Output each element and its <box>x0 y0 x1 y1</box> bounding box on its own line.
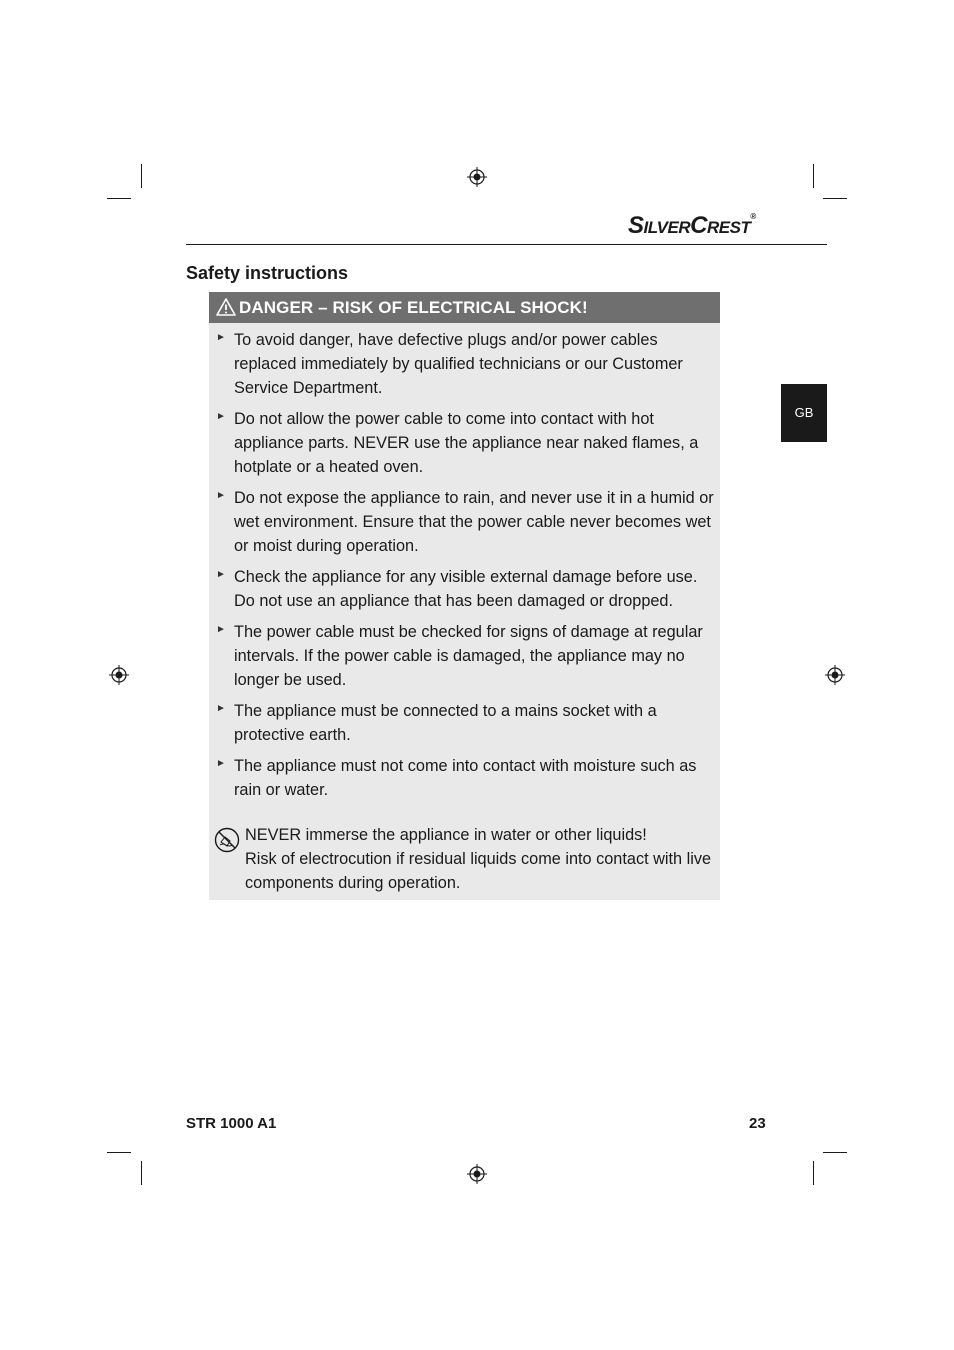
triangle-arrow-icon: ► <box>216 569 226 580</box>
list-item: ► Do not expose the appliance to rain, and never use it in a humid or wet environment. Ensure that the power cable never becomes wet or moist during operation. <box>216 489 714 555</box>
triangle-arrow-icon: ► <box>216 332 226 343</box>
section-title: Safety instructions <box>186 263 349 283</box>
language-tab: GB <box>781 384 827 442</box>
list-item: ► Check the appliance for any visible external damage before use. Do not use an appliance that has been damaged or dropped. <box>216 568 698 610</box>
crop-mark <box>141 1161 142 1185</box>
footer-model: STR 1000 A1 <box>186 1115 277 1132</box>
triangle-arrow-icon: ► <box>216 758 226 769</box>
danger-list <box>209 328 720 809</box>
registration-mark-icon <box>467 167 487 187</box>
triangle-arrow-icon: ► <box>216 624 226 635</box>
danger-heading: DANGER – RISK OF ELECTRICAL SHOCK! <box>239 298 588 317</box>
list-item: ► The appliance must not come into contact with moisture such as rain or water. <box>216 757 697 799</box>
note-line-1: NEVER immerse the appliance in water or other liquids! <box>245 826 647 844</box>
danger-header <box>209 292 720 323</box>
crop-mark <box>823 1152 847 1153</box>
silvercrest-logo: SILVERCREST® <box>628 212 756 239</box>
immersion-note <box>209 823 720 895</box>
triangle-arrow-icon: ► <box>216 703 226 714</box>
crop-mark <box>107 198 131 199</box>
no-immersion-icon <box>214 827 240 853</box>
triangle-arrow-icon: ► <box>216 411 226 422</box>
crop-mark <box>141 164 142 188</box>
list-item: ► To avoid danger, have defective plugs and/or power cables replaced immediately by qualified technicians or our Customer Service Department. <box>216 331 683 397</box>
warning-triangle-icon <box>216 298 236 316</box>
list-item: ► The power cable must be checked for signs of damage at regular intervals. If the power cable is damaged, the appliance may no longer be used. <box>216 623 703 689</box>
page-number: 23 <box>749 1115 766 1132</box>
crop-mark <box>813 1161 814 1185</box>
list-item: ► Do not allow the power cable to come into contact with hot appliance parts. NEVER use the appliance near naked flames, a hotplate or a heated oven. <box>216 410 699 476</box>
registration-mark-icon <box>109 665 129 685</box>
crop-mark <box>107 1152 131 1153</box>
crop-mark <box>823 198 847 199</box>
danger-box <box>209 292 720 900</box>
registration-mark-icon <box>825 665 845 685</box>
registration-mark-icon <box>467 1164 487 1184</box>
triangle-arrow-icon: ► <box>216 490 226 501</box>
crop-mark <box>813 164 814 188</box>
list-item: ► The appliance must be connected to a mains socket with a protective earth. <box>216 702 657 744</box>
note-line-2: Risk of electrocution if residual liquids come into contact with live components during operation. <box>245 850 712 892</box>
header-rule <box>186 244 827 245</box>
